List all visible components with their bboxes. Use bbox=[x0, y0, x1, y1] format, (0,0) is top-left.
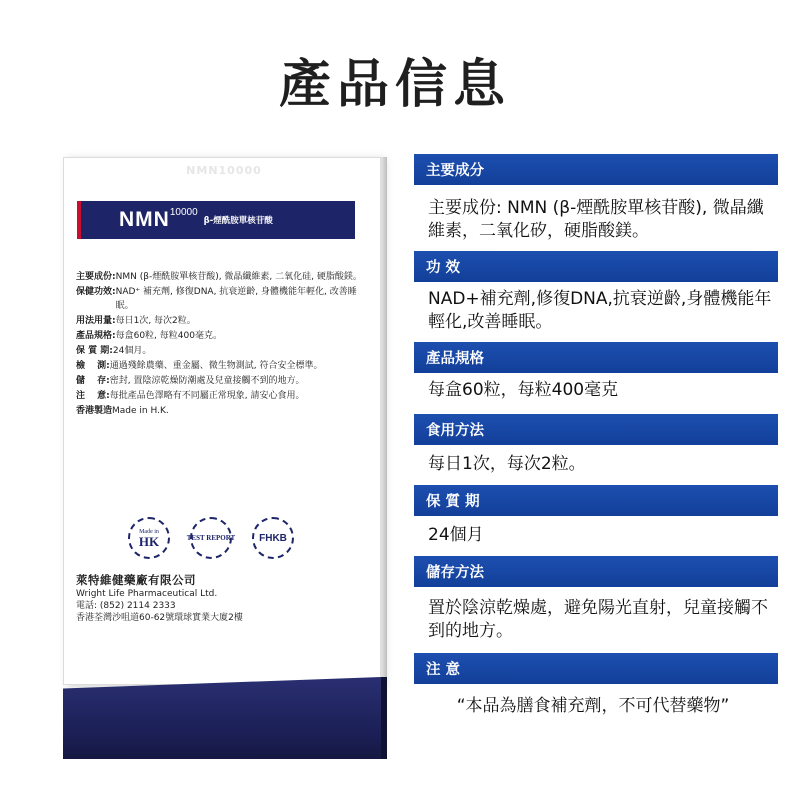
info-label: 保 質 期: bbox=[76, 346, 113, 356]
box-info-row bbox=[76, 374, 366, 388]
box-info-row bbox=[76, 389, 366, 403]
info-value: 24個月。 bbox=[112, 346, 152, 356]
company-phone: 電話: (852) 2114 2333 bbox=[76, 601, 176, 611]
company-name-cn: 萊特維健藥廠有限公司 bbox=[76, 573, 196, 587]
section-body-shelf-life: 24個月 bbox=[428, 525, 484, 545]
section-body-specification: 每盒60粒，每粒400毫克 bbox=[428, 380, 619, 400]
box-info-row bbox=[76, 285, 366, 313]
info-label: 產品規格: bbox=[76, 331, 116, 341]
section-body-storage: 置於陰涼乾燥處，避免陽光直射，兒童接觸不到的地方。 bbox=[428, 598, 768, 641]
info-label: 用法用量: bbox=[76, 316, 116, 326]
info-label: 主要成份: bbox=[76, 272, 116, 282]
box-embossed-logo: NMN10000 bbox=[186, 164, 262, 177]
product-box-side bbox=[381, 157, 387, 685]
company-address: 香港荃灣沙咀道60-62號環球實業大廈2樓 bbox=[76, 613, 243, 623]
badge-main-text: HK bbox=[138, 534, 160, 549]
made-in-hk-badge-icon bbox=[124, 517, 174, 559]
brand-superscript: 10000 bbox=[169, 206, 198, 218]
box-info-row bbox=[76, 344, 366, 358]
company-name-en: Wright Life Pharmaceutical Ltd. bbox=[76, 589, 218, 599]
section-header-shelf-life: 保 質 期 bbox=[414, 485, 778, 516]
brand-subtitle: β-煙酰胺單核苷酸 bbox=[203, 216, 273, 226]
box-info-row bbox=[76, 329, 366, 343]
badge-small-text: Made in bbox=[139, 529, 159, 535]
box-info-row bbox=[76, 359, 366, 373]
section-body-notice: “本品為膳食補充劑，不可代替藥物” bbox=[456, 696, 730, 716]
info-label: 香港製造 bbox=[76, 406, 113, 416]
info-label: 注 意: bbox=[76, 391, 110, 401]
info-label: 檢 測: bbox=[76, 361, 110, 371]
box-info-row bbox=[76, 314, 366, 328]
info-value: 密封, 置陰涼乾燥防潮處及兒童接觸不到的地方。 bbox=[109, 376, 305, 386]
box-info-row bbox=[76, 270, 366, 284]
info-value: 每盒60粒, 每粒400毫克。 bbox=[115, 331, 222, 341]
section-header-notice: 注 意 bbox=[414, 653, 778, 684]
product-box bbox=[63, 157, 387, 759]
section-header-ingredients: 主要成分 bbox=[414, 154, 778, 185]
brand-name: NMN bbox=[119, 208, 170, 231]
box-info-list bbox=[76, 270, 366, 419]
section-body-usage: 每日1次，每次2粒。 bbox=[428, 454, 586, 474]
section-header-usage: 食用方法 bbox=[414, 414, 778, 445]
product-box-base bbox=[63, 677, 381, 759]
section-header-efficacy: 功 效 bbox=[414, 251, 778, 282]
info-label: 儲 存: bbox=[76, 376, 110, 386]
section-header-storage: 儲存方法 bbox=[414, 556, 778, 587]
info-label: 保健功效: bbox=[76, 287, 116, 297]
badge-main-text: TEST REPORT bbox=[186, 534, 236, 542]
info-value: NMN (β-煙酰胺單核苷酸), 微晶纖維素, 二氧化硅, 硬脂酸鎂。 bbox=[115, 272, 362, 282]
page-title: 產品信息 bbox=[278, 55, 511, 115]
info-value: Made in H.K. bbox=[112, 406, 169, 416]
info-value: 通過殘餘農藥、重金屬、微生物測試, 符合安全標準。 bbox=[109, 361, 323, 371]
test-report-badge-icon bbox=[186, 517, 236, 559]
section-body-ingredients: 主要成份: NMN (β-煙酰胺單核苷酸), 微晶纖維素，二氧化矽，硬脂酸鎂。 bbox=[428, 198, 764, 241]
certification-badges bbox=[124, 517, 298, 559]
info-value: 每批產品色澤略有不同屬正常現象, 請安心食用。 bbox=[109, 391, 305, 401]
company-info bbox=[76, 572, 366, 624]
fhkb-badge-icon bbox=[248, 517, 298, 559]
product-box-base-side bbox=[381, 677, 387, 759]
info-value: NAD⁺ 補充劑, 修復DNA, 抗衰逆齡, 身體機能年輕化, 改善睡眠。 bbox=[115, 287, 357, 311]
product-box-front bbox=[63, 157, 381, 685]
section-header-specification: 產品規格 bbox=[414, 342, 778, 373]
box-info-row bbox=[76, 404, 366, 418]
section-body-efficacy: NAD+補充劑,修復DNA,抗衰逆齡,身體機能年輕化,改善睡眠。 bbox=[428, 289, 772, 332]
product-brand-banner bbox=[77, 201, 355, 239]
info-value: 每日1次, 每次2粒。 bbox=[115, 316, 196, 326]
badge-main-text: FHKB bbox=[259, 532, 287, 544]
